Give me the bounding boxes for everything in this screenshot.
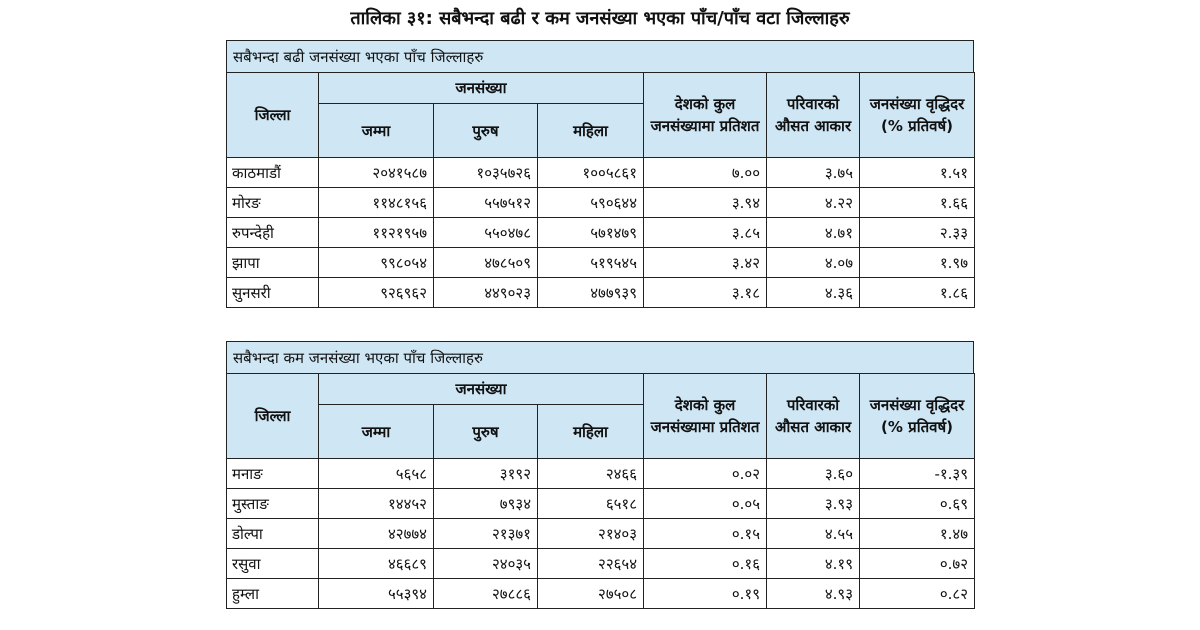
table-row [227,489,975,519]
growth-cell: २.३३ [860,218,975,248]
male-cell: १०३५७२६ [434,158,538,188]
female-cell: २१४०३ [538,519,644,549]
district-cell: रुपन्देही [227,218,319,248]
household-cell: ४.०७ [767,248,860,278]
table-row [227,459,975,489]
most-populous-panel [226,40,974,308]
share-cell: ३.१८ [644,278,767,308]
share-cell: ३.८५ [644,218,767,248]
table-row [227,158,975,188]
total-cell: ११२१९५७ [319,218,434,248]
header-male: पुरुष [434,104,538,158]
header-share: देशको कुल जनसंख्यामा प्रतिशत [644,73,767,158]
female-cell: २२६५४ [538,549,644,579]
female-cell: ४७७९३९ [538,278,644,308]
header-total: जम्मा [319,104,434,158]
district-cell: मनाङ [227,459,319,489]
male-cell: ४४९०२३ [434,278,538,308]
total-cell: ४६६८९ [319,549,434,579]
table-row [227,579,975,609]
household-cell: ३.७५ [767,158,860,188]
male-cell: २४०३५ [434,549,538,579]
header-household: परिवारको औसत आकार [767,374,860,459]
table-row [227,519,975,549]
male-cell: ५५०४७८ [434,218,538,248]
table-row [227,248,975,278]
header-female: महिला [538,104,644,158]
total-cell: ९२६९६२ [319,278,434,308]
female-cell: ५९०६४४ [538,188,644,218]
female-cell: २४६६ [538,459,644,489]
district-cell: रसुवा [227,549,319,579]
header-male: पुरुष [434,405,538,459]
growth-cell: १.५१ [860,158,975,188]
household-cell: ४.७१ [767,218,860,248]
district-cell: मुस्ताङ [227,489,319,519]
least-populous-table [226,373,975,609]
male-cell: ५५७५१२ [434,188,538,218]
male-cell: २७८८६ [434,579,538,609]
header-district: जिल्ला [227,73,319,158]
table-caption: सबैभन्दा कम जनसंख्या भएका पाँच जिल्लाहरु [226,341,974,373]
female-cell: १००५८६१ [538,158,644,188]
page-title: तालिका ३१: सबैभन्दा बढी र कम जनसंख्या भएका पाँच/पाँच वटा जिल्लाहरु [350,8,850,29]
district-cell: डोल्पा [227,519,319,549]
female-cell: २७५०८ [538,579,644,609]
table-row [227,218,975,248]
header-share: देशको कुल जनसंख्यामा प्रतिशत [644,374,767,459]
growth-cell: १.४७ [860,519,975,549]
share-cell: ०.०२ [644,459,767,489]
total-cell: १४४५२ [319,489,434,519]
share-cell: ०.०५ [644,489,767,519]
table-caption: सबैभन्दा बढी जनसंख्या भएका पाँच जिल्लाहरु [226,40,974,72]
share-cell: ०.१६ [644,549,767,579]
household-cell: ४.१९ [767,549,860,579]
growth-cell: ०.८२ [860,579,975,609]
header-district: जिल्ला [227,374,319,459]
total-cell: ४२७७४ [319,519,434,549]
female-cell: ६५१८ [538,489,644,519]
header-growth: जनसंख्या वृद्धिदर (% प्रतिवर्ष) [860,374,975,459]
share-cell: ३.४२ [644,248,767,278]
household-cell: ४.२२ [767,188,860,218]
total-cell: ९९८०५४ [319,248,434,278]
table-row [227,188,975,218]
table-row [227,278,975,308]
total-cell: ५६५८ [319,459,434,489]
district-cell: मोरङ [227,188,319,218]
growth-cell: -१.३९ [860,459,975,489]
total-cell: २०४१५८७ [319,158,434,188]
female-cell: ५१९५४५ [538,248,644,278]
header-household: परिवारको औसत आकार [767,73,860,158]
growth-cell: ०.६९ [860,489,975,519]
header-growth: जनसंख्या वृद्धिदर (% प्रतिवर्ष) [860,73,975,158]
household-cell: ३.९३ [767,489,860,519]
growth-cell: १.८६ [860,278,975,308]
header-population: जनसंख्या [319,374,644,405]
header-population: जनसंख्या [319,73,644,104]
male-cell: ३१९२ [434,459,538,489]
household-cell: ४.९३ [767,579,860,609]
least-populous-panel [226,341,974,609]
district-cell: काठमाडौं [227,158,319,188]
share-cell: ७.०० [644,158,767,188]
district-cell: सुनसरी [227,278,319,308]
header-total: जम्मा [319,405,434,459]
growth-cell: १.६६ [860,188,975,218]
share-cell: ०.१५ [644,519,767,549]
share-cell: ३.९४ [644,188,767,218]
male-cell: ७९३४ [434,489,538,519]
table-row [227,549,975,579]
district-cell: झापा [227,248,319,278]
district-cell: हुम्ला [227,579,319,609]
share-cell: ०.१९ [644,579,767,609]
male-cell: ४७८५०९ [434,248,538,278]
household-cell: ४.५५ [767,519,860,549]
male-cell: २१३७१ [434,519,538,549]
household-cell: ४.३६ [767,278,860,308]
most-populous-table [226,72,975,308]
growth-cell: १.९७ [860,248,975,278]
total-cell: ११४८१५६ [319,188,434,218]
female-cell: ५७१४७९ [538,218,644,248]
household-cell: ३.६० [767,459,860,489]
header-female: महिला [538,405,644,459]
total-cell: ५५३९४ [319,579,434,609]
growth-cell: ०.७२ [860,549,975,579]
